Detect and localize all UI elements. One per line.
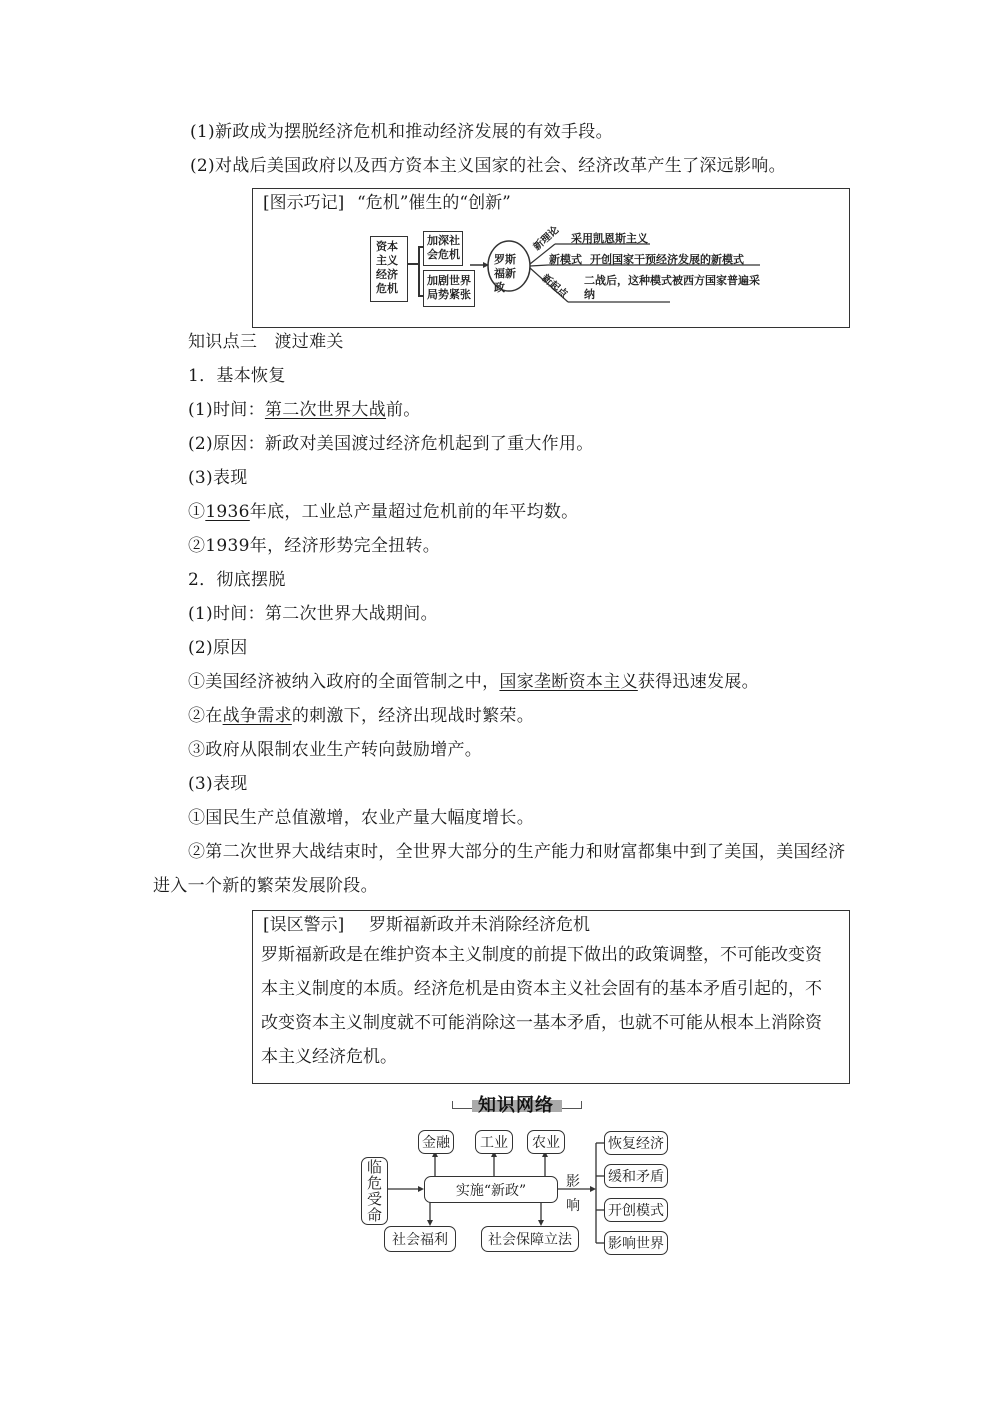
center-node-box — [424, 1176, 558, 1203]
top-node-finance — [418, 1130, 454, 1154]
memory-tip-title: “危机”催生的“创新” — [357, 193, 511, 213]
warning-line: 本主义制度的本质。经济危机是由资本主义社会固有的基本矛盾引起的，不 — [261, 979, 822, 999]
underlined-answer: 第二次世界大战 — [264, 400, 386, 420]
text: 获得迅速发展。 — [637, 672, 759, 692]
warning-tag: [误区警示] — [263, 915, 345, 935]
text: ①美国经济被纳入政府的全面管制之中， — [188, 672, 500, 692]
bottom-node-label: 社会保障立法 — [488, 1232, 572, 1248]
branch-text-2: 开创国家干预经济发展的新模式 — [590, 253, 744, 266]
cause-label-2: 加剧世界局势紧张 — [427, 274, 471, 301]
result-node-label: 开创模式 — [608, 1203, 664, 1219]
result-node — [604, 1131, 668, 1155]
underlined-answer: 战争需求 — [222, 706, 292, 726]
section-heading: 知识点三 渡过难关 — [188, 332, 344, 352]
memory-tip-tag: [图示巧记] — [263, 193, 345, 213]
center-node-label: 实施“新政” — [455, 1182, 527, 1199]
result-node — [604, 1164, 668, 1188]
part1-reason: (2)原因：新政对美国渡过经济危机起到了重大作用。 — [188, 434, 594, 454]
part1-perf-title: (3)表现 — [188, 468, 248, 488]
effect-label: 影响 — [566, 1174, 580, 1214]
root-label: 资本主义经济危机 — [376, 240, 398, 295]
text: 前。 — [386, 400, 421, 420]
text: ②在 — [188, 706, 223, 726]
warning-line: 改变资本主义制度就不可能消除这一基本矛盾，也就不可能从根本上消除资 — [261, 1013, 822, 1033]
label: ① — [188, 502, 206, 522]
part1-perf2: ②1939年，经济形势完全扭转。 — [188, 536, 441, 556]
result-node-label: 恢复经济 — [608, 1136, 664, 1152]
warning-title: 罗斯福新政并未消除经济危机 — [369, 915, 590, 935]
result-node-label: 缓和矛盾 — [608, 1169, 664, 1185]
top-node-label: 金融 — [422, 1135, 450, 1151]
part2-time: (1)时间：第二次世界大战期间。 — [188, 604, 438, 624]
top-node-agriculture — [527, 1130, 565, 1154]
warning-line: 本主义经济危机。 — [261, 1047, 397, 1067]
branch-text-1: 采用凯恩斯主义 — [571, 232, 648, 245]
part2-perf1: ①国民生产总值激增，农业产量大幅度增长。 — [188, 808, 534, 828]
top-node-industry — [475, 1130, 513, 1154]
warning-line: 罗斯福新政是在维护资本主义制度的前提下做出的政策调整，不可能改变资 — [261, 945, 822, 965]
center-label: 罗斯福新政 — [494, 253, 516, 294]
result-node — [604, 1231, 668, 1255]
intro-p2: (2)对战后美国政府以及西方资本主义国家的社会、经济改革产生了深远影响。 — [190, 156, 786, 176]
branch-label-3: 新起点 — [539, 272, 570, 301]
left-node-label: 临危受命 — [366, 1158, 382, 1224]
underlined-answer: 1936 — [205, 502, 250, 522]
part2-perf2-line2: 进入一个新的繁荣发展阶段。 — [153, 876, 378, 896]
label: (1)时间： — [188, 400, 265, 420]
part2-reason-title: (2)原因 — [188, 638, 248, 658]
result-node-label: 影响世界 — [608, 1236, 664, 1252]
text: 的刺激下，经济出现战时繁荣。 — [291, 706, 535, 726]
text: 年底，工业总产量超过危机前的年平均数。 — [249, 502, 579, 522]
part2-perf2-line1: ②第二次世界大战结束时，全世界大部分的生产能力和财富都集中到了美国，美国经济 — [188, 842, 846, 862]
top-node-label: 农业 — [532, 1135, 560, 1151]
branch-text-3: 二战后，这种模式被西方国家普遍采纳 — [584, 274, 760, 301]
left-node-box — [361, 1157, 388, 1225]
banner-title: 知识网络 — [478, 1095, 554, 1116]
result-node — [604, 1198, 668, 1222]
branch-label-1: 新理论 — [531, 224, 562, 253]
part1-title: 1．基本恢复 — [188, 366, 286, 386]
branch-label-2: 新模式 — [549, 253, 582, 266]
cause-label-1: 加深社会危机 — [427, 234, 460, 261]
bottom-node-label: 社会福利 — [392, 1232, 448, 1248]
underlined-answer: 国家垄断资本主义 — [499, 672, 638, 692]
intro-p1: (1)新政成为摆脱经济危机和推动经济发展的有效手段。 — [190, 122, 613, 142]
part2-title: 2．彻底摆脱 — [188, 570, 286, 590]
part2-reason3: ③政府从限制农业生产转向鼓励增产。 — [188, 740, 483, 760]
bottom-node-welfare — [384, 1226, 456, 1252]
top-node-label: 工业 — [480, 1135, 508, 1151]
part2-perf-title: (3)表现 — [188, 774, 248, 794]
bottom-node-social-security — [481, 1226, 579, 1252]
